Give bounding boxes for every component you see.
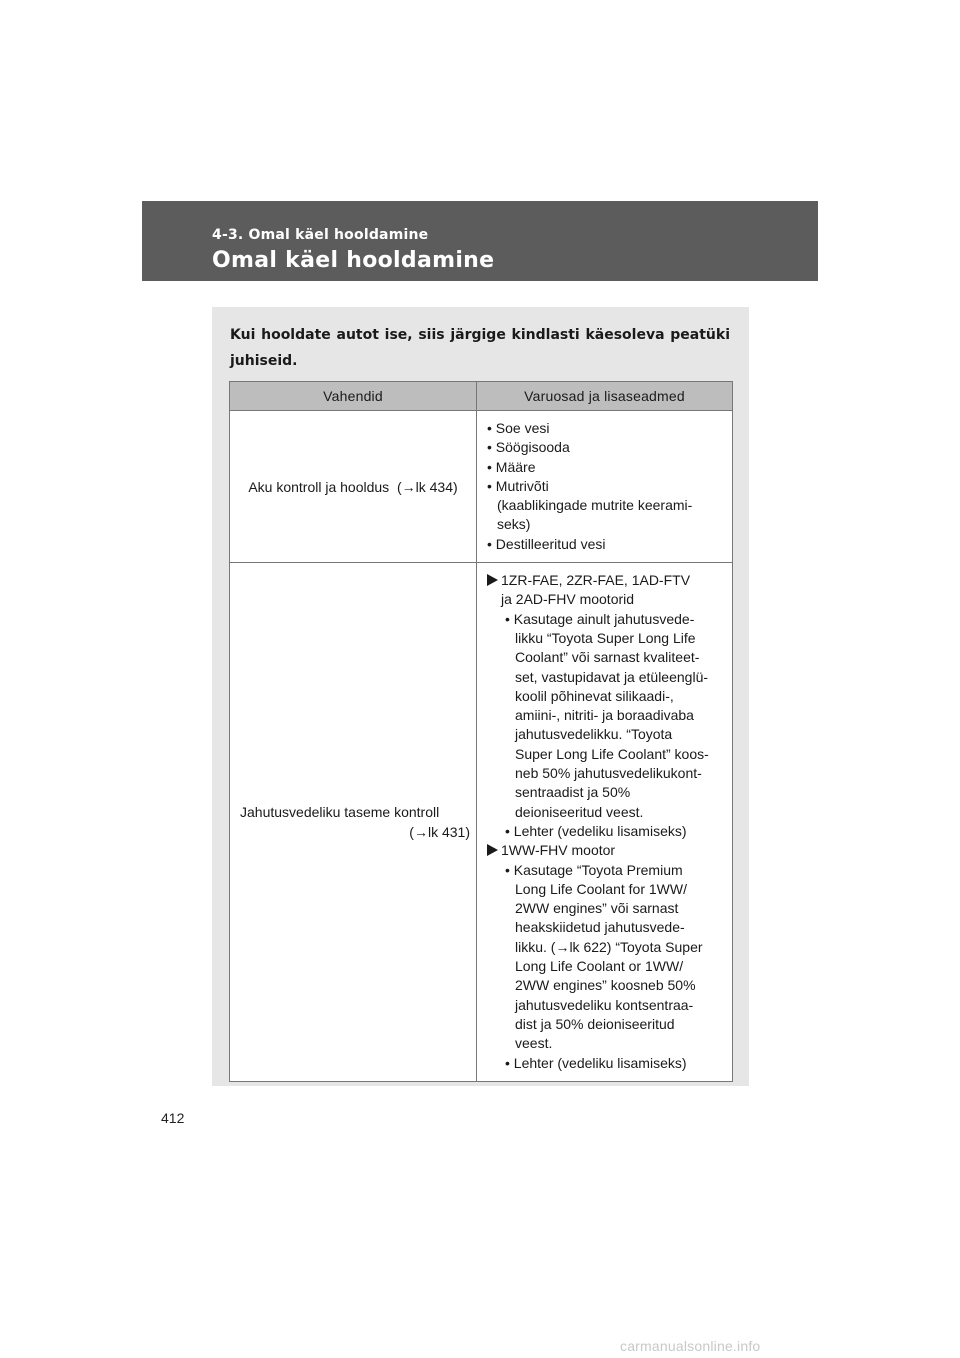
item-label: Jahutusvedeliku taseme kontroll	[240, 803, 440, 820]
list-item-continuation: (kaablikingade mutrite keerami-	[497, 497, 693, 514]
list-item: • Kasutage “Toyota Premium	[505, 861, 683, 878]
list-item-continuation: seks)	[497, 516, 531, 533]
arrow-icon: →	[413, 823, 428, 840]
page-number: 412	[161, 1110, 185, 1126]
content-panel	[212, 307, 749, 1086]
table-row	[230, 563, 733, 1082]
engine-group-title-continuation: ja 2AD-FHV mootorid	[501, 591, 635, 608]
list-item-continuation: neb 50% jahutusvedelikukont-	[515, 765, 702, 782]
item-cell-coolant	[230, 563, 477, 1082]
page-title: Omal käel hooldamine	[212, 248, 495, 273]
list-item: • Kasutage ainult jahutusvede-	[505, 610, 695, 627]
list-item-continuation: koolil põhinevat silikaadi-,	[515, 687, 674, 704]
parts-cell-battery	[477, 411, 733, 563]
column-header-parts: Varuosad ja lisaseadmed	[477, 382, 733, 411]
table-row	[230, 411, 733, 563]
list-item-continuation: jahutusvedeliku kontsentraa-	[515, 996, 694, 1013]
triangle-marker-icon	[487, 844, 498, 856]
list-item-continuation: veest.	[515, 1035, 553, 1052]
list-item-continuation: amiini-, nitriti- ja boraadivaba	[515, 707, 694, 724]
engine-group-title: 1WW-FHV mootor	[487, 841, 728, 860]
intro-text: Kui hooldate autot ise, siis järgige kindlasti käesoleva peatüki juhiseid.	[230, 327, 730, 369]
page-reference: lk 431	[427, 823, 466, 840]
list-item-continuation: sentraadist ja 50%	[515, 784, 631, 801]
list-item-continuation: dist ja 50% deioniseeritud	[515, 1015, 675, 1032]
list-item: • Soe vesi	[487, 420, 550, 436]
list-item-continuation: jahutusvedelikku. “Toyota	[515, 726, 673, 743]
page-reference: lk 434	[415, 478, 453, 495]
watermark-text: carmanualsonline.info	[620, 1338, 761, 1354]
list-item: • Lehter (vedeliku lisamiseks)	[505, 1054, 687, 1071]
list-item-continuation: deioniseeritud veest.	[515, 803, 644, 820]
item-cell-battery: Aku kontroll ja hooldus (→lk 434)	[230, 411, 477, 563]
list-item-continuation: set, vastupidavat ja etüleenglü-	[515, 668, 709, 685]
list-item: • Söögisooda	[487, 439, 570, 456]
list-item-continuation: 2WW engines” või sarnast	[515, 900, 679, 917]
list-item: • Destilleeritud vesi	[487, 535, 606, 552]
triangle-marker-icon	[487, 574, 498, 586]
arrow-icon: →	[401, 478, 416, 495]
section-header-band	[142, 201, 818, 281]
list-item: • Mutrivõti	[487, 477, 549, 494]
list-item-continuation: likku “Toyota Super Long Life	[515, 629, 696, 646]
list-item: • Lehter (vedeliku lisamiseks)	[505, 822, 687, 839]
engine-group-title: 1ZR-FAE, 2ZR-FAE, 1AD-FTV	[487, 571, 728, 590]
item-reference: (→lk 431)	[409, 823, 470, 840]
list-item-continuation: likku. (→lk 622) “Toyota Super	[515, 938, 703, 955]
section-label: 4-3. Omal käel hooldamine	[212, 227, 429, 243]
list-item-continuation: heakskiidetud jahutusvede-	[515, 919, 685, 936]
tools-table	[229, 381, 733, 1082]
parts-cell-coolant	[477, 563, 733, 1082]
list-item: • Määre	[487, 458, 536, 475]
item-label: Aku kontroll ja hooldus	[248, 478, 390, 495]
list-item-continuation: 2WW engines” koosneb 50%	[515, 977, 696, 994]
column-header-tools: Vahendid	[230, 382, 477, 411]
table-header-row	[230, 382, 733, 411]
list-item-continuation: Coolant” või sarnast kvaliteet-	[515, 649, 700, 666]
list-item-continuation: Super Long Life Coolant” koos-	[515, 745, 709, 762]
list-item-continuation: Long Life Coolant for 1WW/	[515, 880, 687, 897]
list-item-continuation: Long Life Coolant or 1WW/	[515, 958, 684, 975]
